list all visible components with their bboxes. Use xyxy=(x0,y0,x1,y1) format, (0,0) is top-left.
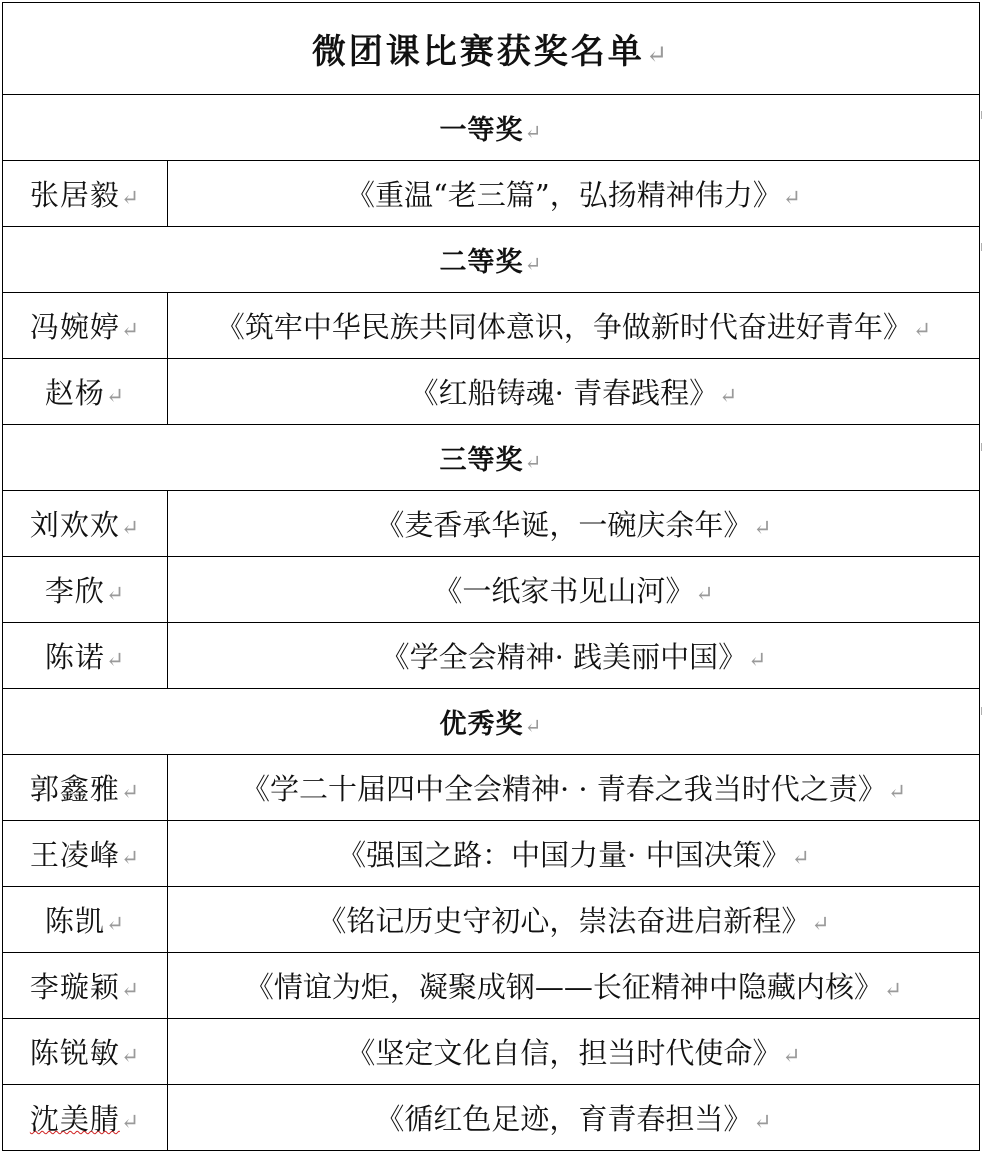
paragraph-mark-icon: ↵ xyxy=(811,912,830,937)
work-title: 《循红色足迹，育青春担当》 xyxy=(375,1102,753,1136)
table-row xyxy=(3,887,980,953)
category-row xyxy=(3,689,980,755)
winner-name-cell xyxy=(3,161,168,227)
paragraph-mark-icon: ↵ xyxy=(912,318,932,343)
category-cell xyxy=(3,425,980,491)
table-row xyxy=(3,557,980,623)
paragraph-mark-icon: ↵ xyxy=(120,516,141,541)
winner-name-cell xyxy=(3,359,168,425)
winner-name: 郭鑫雅 xyxy=(29,772,120,806)
winner-name: 沈美腈 xyxy=(29,1102,120,1136)
winner-name-cell xyxy=(3,821,168,887)
paragraph-mark-icon: ↵ xyxy=(105,912,126,937)
work-title: 《坚定文化自信，担当时代使命》 xyxy=(346,1036,782,1070)
winner-name: 李璇颖 xyxy=(29,970,120,1004)
award-table-body xyxy=(3,3,980,1151)
paragraph-mark-icon: ↵ xyxy=(719,384,738,409)
paragraph-mark-icon: ↵ xyxy=(791,846,810,871)
work-title: 《重温“老三篇”，弘扬精神伟力》 xyxy=(346,178,782,212)
paragraph-mark-icon: ↵ xyxy=(524,120,543,144)
winner-name-cell xyxy=(3,1019,168,1085)
paragraph-mark-icon: ↵ xyxy=(753,516,772,541)
award-table xyxy=(2,2,980,1151)
winner-name-cell xyxy=(3,293,168,359)
table-row xyxy=(3,1085,980,1151)
category-row xyxy=(3,425,980,491)
table-row xyxy=(3,953,980,1019)
paragraph-mark-icon: ↵ xyxy=(695,582,714,607)
paragraph-mark-icon: ↵ xyxy=(782,1044,801,1069)
margin-tick xyxy=(978,443,982,451)
work-title-cell xyxy=(168,491,980,557)
category-label: 优秀奖 xyxy=(439,709,524,740)
work-title-cell xyxy=(168,1019,980,1085)
table-row xyxy=(3,623,980,689)
table-row xyxy=(3,755,980,821)
winner-name-cell xyxy=(3,887,168,953)
work-title-cell xyxy=(168,821,980,887)
work-title: 《一纸家书见山河》 xyxy=(433,574,695,608)
table-row xyxy=(3,359,980,425)
work-title: 《学二十届四中全会精神· · 青春之我当时代之责》 xyxy=(240,772,887,806)
table-row xyxy=(3,293,980,359)
winner-name: 陈锐敏 xyxy=(29,1036,120,1070)
work-title-cell xyxy=(168,1085,980,1151)
paragraph-mark-icon: ↵ xyxy=(883,978,903,1003)
paragraph-mark-icon: ↵ xyxy=(524,450,543,474)
winner-name-cell xyxy=(3,623,168,689)
work-title: 《铭记历史守初心，崇法奋进启新程》 xyxy=(317,904,811,938)
paragraph-mark-icon: ↵ xyxy=(105,384,126,409)
work-title-cell xyxy=(168,887,980,953)
winner-name: 冯婉婷 xyxy=(29,310,120,344)
category-cell xyxy=(3,689,980,755)
paragraph-mark-icon: ↵ xyxy=(105,648,126,673)
winner-name-cell xyxy=(3,755,168,821)
work-title-cell xyxy=(168,557,980,623)
winner-name-cell xyxy=(3,953,168,1019)
category-cell xyxy=(3,227,980,293)
winner-name: 陈凯 xyxy=(44,904,105,938)
margin-tick xyxy=(978,707,982,715)
work-title-cell xyxy=(168,953,980,1019)
paragraph-mark-icon: ↵ xyxy=(120,846,141,871)
paragraph-mark-icon: ↵ xyxy=(120,318,141,343)
table-row xyxy=(3,821,980,887)
work-title: 《强国之路：中国力量· 中国决策》 xyxy=(337,838,791,872)
category-row xyxy=(3,227,980,293)
category-label: 三等奖 xyxy=(439,445,524,476)
paragraph-mark-icon: ↵ xyxy=(120,1110,141,1135)
margin-tick xyxy=(978,111,982,119)
work-title: 《情谊为炬，凝聚成钢——长征精神中隐藏内核》 xyxy=(244,970,883,1004)
work-title-cell xyxy=(168,755,980,821)
paragraph-mark-icon: ↵ xyxy=(645,40,671,70)
paragraph-mark-icon: ↵ xyxy=(120,1044,141,1069)
winner-name-cell xyxy=(3,491,168,557)
winner-name: 李欣 xyxy=(44,574,105,608)
paragraph-mark-icon: ↵ xyxy=(782,186,801,211)
paragraph-mark-icon: ↵ xyxy=(120,780,141,805)
winner-name: 刘欢欢 xyxy=(29,508,120,542)
winner-name: 赵杨 xyxy=(44,376,105,410)
paragraph-mark-icon: ↵ xyxy=(120,186,141,211)
category-cell xyxy=(3,95,980,161)
table-row xyxy=(3,161,980,227)
work-title-cell xyxy=(168,623,980,689)
paragraph-mark-icon: ↵ xyxy=(887,780,907,805)
work-title-cell xyxy=(168,293,980,359)
category-label: 二等奖 xyxy=(439,247,524,278)
margin-tick xyxy=(978,243,982,251)
paragraph-mark-icon: ↵ xyxy=(524,252,543,276)
winner-name-cell xyxy=(3,557,168,623)
paragraph-mark-icon: ↵ xyxy=(748,648,767,673)
work-title-cell xyxy=(168,161,980,227)
winner-name: 王凌峰 xyxy=(29,838,120,872)
paragraph-mark-icon: ↵ xyxy=(105,582,126,607)
winner-name-cell xyxy=(3,1085,168,1151)
winner-name: 陈诺 xyxy=(44,640,105,674)
category-row xyxy=(3,95,980,161)
work-title: 《学全会精神· 践美丽中国》 xyxy=(380,640,748,674)
work-title: 《麦香承华诞，一碗庆余年》 xyxy=(375,508,753,542)
title-row xyxy=(3,3,980,95)
winner-name: 张居毅 xyxy=(29,178,120,212)
page-title: 微团课比赛获奖名单 xyxy=(311,32,645,72)
paragraph-mark-icon: ↵ xyxy=(753,1110,772,1135)
category-label: 一等奖 xyxy=(439,115,524,146)
paragraph-mark-icon: ↵ xyxy=(524,714,543,738)
table-row xyxy=(3,491,980,557)
work-title-cell xyxy=(168,359,980,425)
work-title: 《筑牢中华民族共同体意识，争做新时代奋进好青年》 xyxy=(215,310,912,344)
paragraph-mark-icon: ↵ xyxy=(120,978,141,1003)
table-row xyxy=(3,1019,980,1085)
work-title: 《红船铸魂· 青春践程》 xyxy=(409,376,719,410)
title-cell xyxy=(3,3,980,95)
